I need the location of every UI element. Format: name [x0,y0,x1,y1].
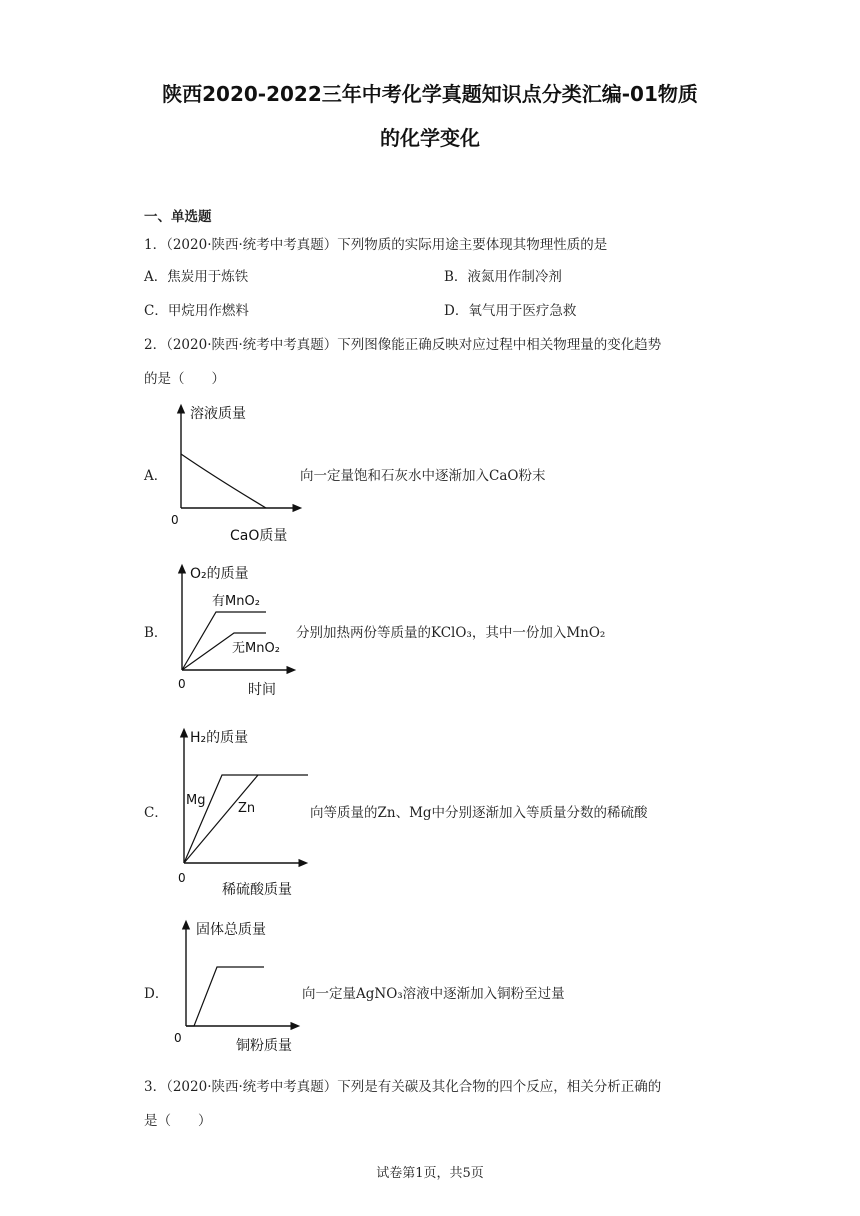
graph-d-ylabel: 固体总质量 [196,922,266,938]
q2-option-b-desc: 分别加热两份等质量的KClO₃，其中一份加入MnO₂ [296,625,606,641]
q1-option-c: C．甲烷用作燃料 [144,303,249,319]
graph-d-origin: 0 [174,1031,182,1045]
q2-stem-line1: 2．（2020·陕西·统考中考真题）下列图像能正确反映对应过程中相关物理量的变化趋势 [144,337,662,353]
graph-c-curve-mg [184,775,308,863]
graph-c-curve2-label: Zn [238,801,256,816]
q2-stem-line2: 的是（ ） [144,371,225,387]
graph-b-xlabel: 时间 [248,682,276,698]
graph-a [166,398,306,546]
q1-option-d: D．氧气用于医疗急救 [444,303,577,319]
q2-option-a-desc: 向一定量饱和石灰水中逐渐加入CaO粉末 [300,468,546,484]
graph-a-ylabel: 溶液质量 [190,406,246,422]
q3-stem-line2: 是（ ） [144,1113,212,1129]
graph-c-origin: 0 [178,871,186,885]
q1-option-a: A．焦炭用于炼铁 [144,269,249,285]
graph-c-curve1-label: Mg [186,793,206,808]
page-title-line1: 陕西2020-2022三年中考化学真题知识点分类汇编-01物质 [162,82,698,106]
graph-c [172,724,312,900]
graph-c-ylabel: H₂的质量 [190,730,249,746]
graph-a-xlabel: CaO质量 [230,528,288,544]
q2-option-c-desc: 向等质量的Zn、Mg中分别逐渐加入等质量分数的稀硫酸 [310,805,648,821]
graph-a-curve [181,454,266,508]
section-heading: 一、单选题 [144,209,212,225]
graph-b-curve1-label: 有MnO₂ [212,594,260,609]
graph-b-ylabel: O₂的质量 [190,566,249,582]
graph-d-xlabel: 铜粉质量 [236,1038,292,1054]
graph-c-curve-zn [184,775,258,863]
q1-stem: 1．（2020·陕西·统考中考真题）下列物质的实际用途主要体现其物理性质的是 [144,237,608,253]
page-title-line2: 的化学变化 [380,126,480,150]
q2-option-d-desc: 向一定量AgNO₃溶液中逐渐加入铜粉至过量 [302,986,565,1002]
graph-a-origin: 0 [171,513,179,527]
q2-option-a-label: A． [144,468,168,484]
graph-b [170,560,300,700]
graph-d [170,916,305,1056]
q3-stem-line1: 3．（2020·陕西·统考中考真题）下列是有关碳及其化合物的四个反应，相关分析正确的 [144,1079,662,1095]
q2-option-d-label: D． [144,986,169,1002]
graph-b-curve2-label: 无MnO₂ [232,641,280,656]
page-footer: 试卷第1页，共5页 [376,1166,484,1181]
graph-d-curve [186,967,264,1026]
q1-option-b: B．液氮用作制冷剂 [444,269,562,285]
q2-option-b-label: B． [144,625,168,641]
q2-option-c-label: C． [144,805,168,821]
graph-b-origin: 0 [178,677,186,691]
graph-c-xlabel: 稀硫酸质量 [222,882,292,898]
